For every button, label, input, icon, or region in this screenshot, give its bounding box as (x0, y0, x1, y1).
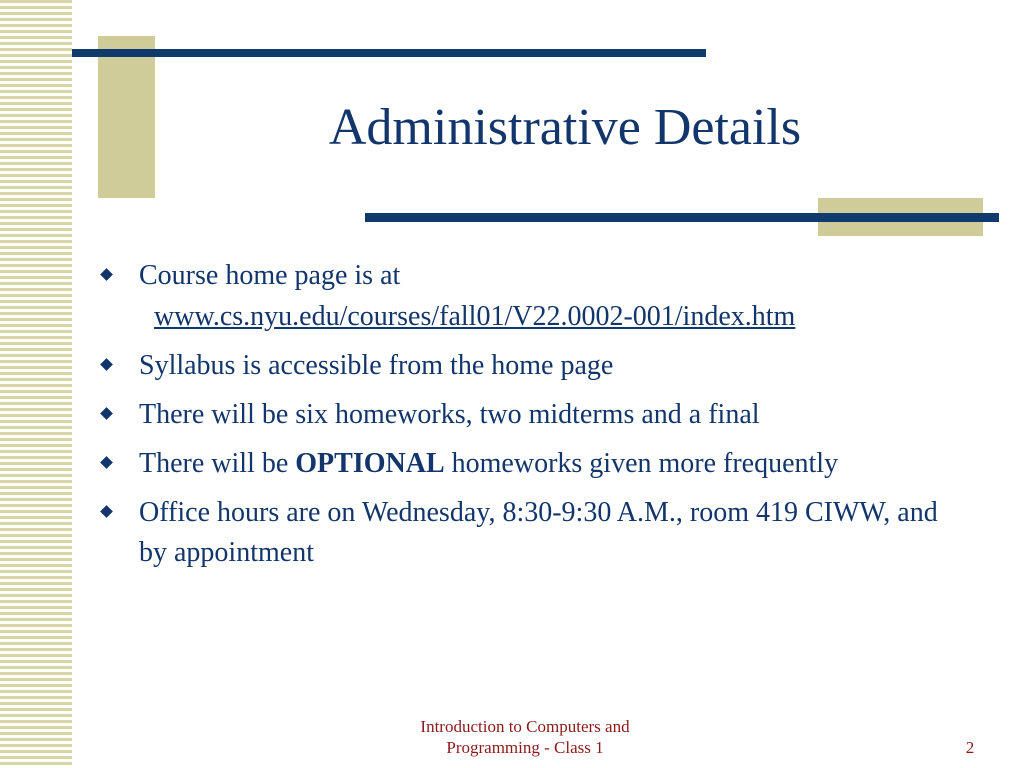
diamond-bullet-icon (100, 505, 113, 518)
striped-border-decoration (0, 0, 72, 768)
diamond-bullet-icon (100, 456, 113, 469)
bullet-list (102, 256, 962, 582)
diamond-bullet-icon (100, 407, 113, 420)
slide-footer (380, 716, 670, 758)
bullet-item (102, 444, 962, 484)
course-home-page-link[interactable]: www.cs.nyu.edu/courses/fall01/V22.0002-001/index.htm (154, 301, 796, 332)
slide-title: Administrative Details (328, 99, 802, 156)
bullet-item (102, 256, 962, 296)
bullet-text: Course home page is at (139, 260, 401, 291)
footer-line-1: Introduction to Computers and (420, 717, 630, 736)
bullet-item (102, 395, 962, 435)
bullet-text-after: homeworks given more frequently (444, 448, 839, 479)
bullet-item (102, 346, 962, 386)
bullet-text-before: There will be (139, 448, 296, 479)
bullet-item (102, 493, 962, 573)
footer-line-2: Programming - Class 1 (446, 738, 604, 757)
decorative-block-top (98, 36, 155, 198)
decorative-line-bottom (365, 213, 999, 222)
bullet-text: Syllabus is accessible from the home page (139, 350, 614, 381)
page-number: 2 (965, 738, 975, 757)
bullet-text-emphasis: OPTIONAL (295, 448, 445, 479)
course-url-line (102, 297, 962, 337)
bullet-text: There will be six homeworks, two midterms and a final (139, 399, 760, 430)
diamond-bullet-icon (100, 268, 113, 281)
diamond-bullet-icon (100, 358, 113, 371)
bullet-text: Office hours are on Wednesday, 8:30-9:30 A.M., room 419 CIWW, and by appointment (139, 497, 938, 568)
decorative-line-top (72, 49, 706, 57)
